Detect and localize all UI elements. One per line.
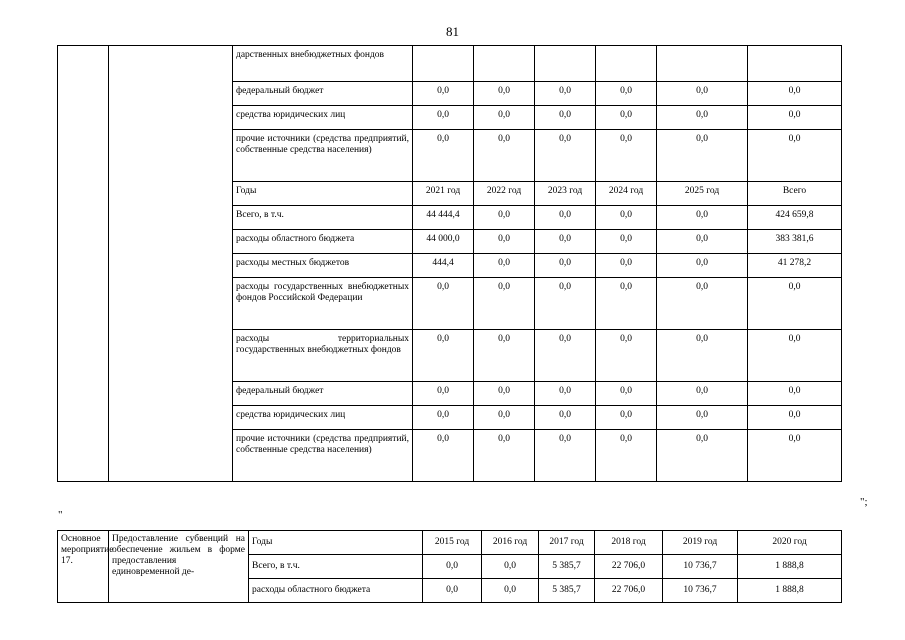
value-cell: 0,0 bbox=[535, 82, 596, 106]
value-cell: 0,0 bbox=[535, 406, 596, 430]
value-cell: 383 381,6 bbox=[748, 230, 842, 254]
value-cell: 0,0 bbox=[596, 406, 657, 430]
value-cell: 2020 год bbox=[738, 531, 842, 555]
value-cell: 1 888,8 bbox=[738, 579, 842, 603]
value-cell: 0,0 bbox=[748, 130, 842, 182]
value-cell: 5 385,7 bbox=[539, 555, 595, 579]
table-row bbox=[58, 46, 842, 82]
value-cell: 0,0 bbox=[413, 330, 474, 382]
value-cell: 0,0 bbox=[474, 278, 535, 330]
value-cell bbox=[535, 46, 596, 82]
value-cell: 2018 год bbox=[595, 531, 663, 555]
value-cell bbox=[474, 46, 535, 82]
value-cell: 0,0 bbox=[596, 82, 657, 106]
row-label: средства юридических лиц bbox=[233, 406, 413, 430]
row-label: Всего, в т.ч. bbox=[249, 555, 423, 579]
value-cell: 0,0 bbox=[748, 430, 842, 482]
value-cell: 2022 год bbox=[474, 182, 535, 206]
value-cell: 0,0 bbox=[474, 254, 535, 278]
value-cell: 0,0 bbox=[474, 406, 535, 430]
value-cell: 22 706,0 bbox=[595, 579, 663, 603]
value-cell: 0,0 bbox=[596, 106, 657, 130]
value-cell: 0,0 bbox=[535, 106, 596, 130]
opening-quote: " bbox=[58, 509, 63, 521]
value-cell: 2024 год bbox=[596, 182, 657, 206]
row-label: Всего, в т.ч. bbox=[233, 206, 413, 230]
value-cell: 0,0 bbox=[535, 130, 596, 182]
value-cell: 0,0 bbox=[657, 382, 748, 406]
value-cell: 0,0 bbox=[474, 106, 535, 130]
value-cell: 0,0 bbox=[535, 430, 596, 482]
row-label: дарственных внебюджетных фондов bbox=[233, 46, 413, 82]
value-cell: 10 736,7 bbox=[663, 579, 738, 603]
value-cell: 0,0 bbox=[474, 430, 535, 482]
table-row bbox=[58, 531, 842, 555]
value-cell bbox=[596, 46, 657, 82]
value-cell: 0,0 bbox=[423, 555, 482, 579]
value-cell: 0,0 bbox=[474, 82, 535, 106]
value-cell: 0,0 bbox=[535, 254, 596, 278]
value-cell: 0,0 bbox=[596, 130, 657, 182]
value-cell: 0,0 bbox=[657, 230, 748, 254]
value-cell: 44 444,4 bbox=[413, 206, 474, 230]
value-cell: 0,0 bbox=[474, 230, 535, 254]
value-cell: 0,0 bbox=[596, 206, 657, 230]
value-cell: 2023 год bbox=[535, 182, 596, 206]
closing-quote: "; bbox=[860, 496, 868, 508]
row-label: Годы bbox=[249, 531, 423, 555]
value-cell: 0,0 bbox=[413, 106, 474, 130]
value-cell: 0,0 bbox=[474, 130, 535, 182]
value-cell: 0,0 bbox=[596, 278, 657, 330]
row-label: средства юридических лиц bbox=[233, 106, 413, 130]
description-cell bbox=[109, 46, 233, 482]
value-cell: 2021 год bbox=[413, 182, 474, 206]
value-cell: 0,0 bbox=[657, 278, 748, 330]
row-label: прочие источники (средства предприятий, собственные средства населения) bbox=[233, 130, 413, 182]
row-label: расходы областного бюджета bbox=[233, 230, 413, 254]
value-cell: 41 278,2 bbox=[748, 254, 842, 278]
row-label: федеральный бюджет bbox=[233, 82, 413, 106]
row-label: расходы местных бюджетов bbox=[233, 254, 413, 278]
value-cell: 0,0 bbox=[535, 278, 596, 330]
value-cell: 2017 год bbox=[539, 531, 595, 555]
value-cell: 0,0 bbox=[474, 330, 535, 382]
value-cell: 0,0 bbox=[413, 82, 474, 106]
row-label: прочие источники (средства предприятий, собственные средства населения) bbox=[233, 430, 413, 482]
value-cell: 0,0 bbox=[748, 106, 842, 130]
value-cell bbox=[657, 46, 748, 82]
value-cell: 0,0 bbox=[748, 406, 842, 430]
value-cell: 0,0 bbox=[596, 330, 657, 382]
event-cell bbox=[58, 46, 109, 482]
event-description: Предоставление субвенций на обеспечение жильем в форме предоставления единовременной де- bbox=[109, 531, 249, 603]
value-cell: 0,0 bbox=[596, 230, 657, 254]
row-label: расходы государственных внебюджетных фондов Российской Федерации bbox=[233, 278, 413, 330]
value-cell: 44 000,0 bbox=[413, 230, 474, 254]
value-cell: 0,0 bbox=[657, 254, 748, 278]
value-cell bbox=[748, 46, 842, 82]
value-cell: 2025 год bbox=[657, 182, 748, 206]
value-cell: 0,0 bbox=[474, 206, 535, 230]
row-label: федеральный бюджет bbox=[233, 382, 413, 406]
value-cell: 444,4 bbox=[413, 254, 474, 278]
row-label: расходы областного бюджета bbox=[249, 579, 423, 603]
value-cell: Всего bbox=[748, 182, 842, 206]
value-cell: 0,0 bbox=[748, 382, 842, 406]
value-cell: 0,0 bbox=[535, 230, 596, 254]
value-cell: 1 888,8 bbox=[738, 555, 842, 579]
value-cell: 0,0 bbox=[413, 406, 474, 430]
value-cell: 2015 год bbox=[423, 531, 482, 555]
value-cell: 0,0 bbox=[657, 206, 748, 230]
value-cell: 2019 год bbox=[663, 531, 738, 555]
value-cell: 0,0 bbox=[482, 579, 539, 603]
value-cell: 0,0 bbox=[748, 278, 842, 330]
value-cell: 424 659,8 bbox=[748, 206, 842, 230]
value-cell: 0,0 bbox=[657, 406, 748, 430]
value-cell: 22 706,0 bbox=[595, 555, 663, 579]
value-cell: 0,0 bbox=[423, 579, 482, 603]
value-cell bbox=[413, 46, 474, 82]
value-cell: 0,0 bbox=[596, 254, 657, 278]
value-cell: 0,0 bbox=[596, 382, 657, 406]
funding-table-top bbox=[57, 45, 842, 482]
value-cell: 0,0 bbox=[657, 330, 748, 382]
value-cell: 0,0 bbox=[413, 278, 474, 330]
value-cell: 5 385,7 bbox=[539, 579, 595, 603]
value-cell: 0,0 bbox=[748, 330, 842, 382]
value-cell: 0,0 bbox=[535, 206, 596, 230]
row-label: расходы территориальных государственных внебюджетных фондов bbox=[233, 330, 413, 382]
value-cell: 0,0 bbox=[596, 430, 657, 482]
value-cell: 0,0 bbox=[657, 106, 748, 130]
event-name: Основное мероприятие 17. bbox=[58, 531, 109, 603]
value-cell: 0,0 bbox=[474, 382, 535, 406]
value-cell: 0,0 bbox=[413, 130, 474, 182]
funding-table-event-17 bbox=[57, 530, 842, 603]
value-cell: 0,0 bbox=[657, 82, 748, 106]
value-cell: 0,0 bbox=[657, 130, 748, 182]
value-cell: 0,0 bbox=[535, 330, 596, 382]
value-cell: 0,0 bbox=[413, 382, 474, 406]
page-number: 81 bbox=[446, 24, 459, 39]
row-label: Годы bbox=[233, 182, 413, 206]
value-cell: 0,0 bbox=[748, 82, 842, 106]
value-cell: 0,0 bbox=[482, 555, 539, 579]
value-cell: 0,0 bbox=[657, 430, 748, 482]
value-cell: 0,0 bbox=[535, 382, 596, 406]
value-cell: 0,0 bbox=[413, 430, 474, 482]
value-cell: 2016 год bbox=[482, 531, 539, 555]
value-cell: 10 736,7 bbox=[663, 555, 738, 579]
